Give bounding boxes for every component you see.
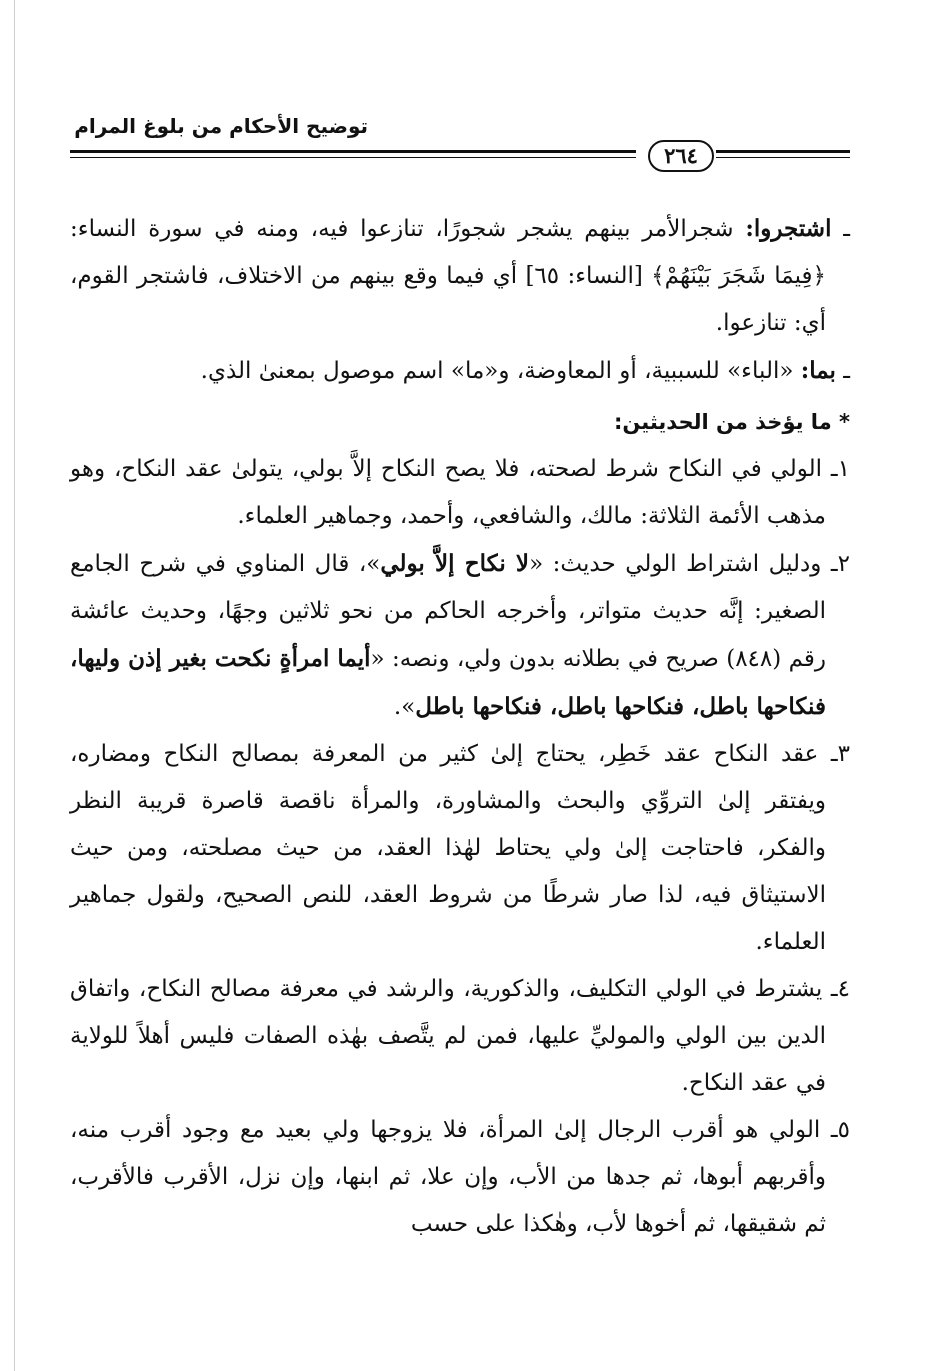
- list-item: [70, 731, 850, 966]
- running-title: توضيح الأحكام من بلوغ المرام: [74, 114, 368, 138]
- item-text: الولي هو أقرب الرجال إلىٰ المرأة، فلا يزوجها ولي بعيد مع وجود أقرب منه، وأقربهم أبوها، ثم جدها من الأب، وإن علا، ثم ابنها، وإن نزل، الأقرب فالأقرب، ثم شقيقها، ثم أخوها لأب، وهٰكذا على حسب: [70, 1117, 831, 1237]
- vocab-entry-bima: ـ بما: «الباء» للسببية، أو المعاوضة، و«ما» اسم موصول بمعنىٰ الذي.: [200, 357, 850, 384]
- item-number: ١ـ: [830, 456, 850, 482]
- list-item: [70, 446, 850, 540]
- vocab-term: بما:: [800, 357, 836, 384]
- list-item: [70, 1107, 850, 1248]
- item-text: ».: [393, 694, 416, 720]
- section-heading: * ما يؤخذ من الحديثين:: [613, 410, 850, 434]
- item-text: عقد النكاح عقد خَطِر، يحتاج إلىٰ كثير من المعرفة بمصالح النكاح ومضاره، ويفتقر إلىٰ التروِّي والبحث والمشاورة، والمرأة ناقصة قاصرة قريبة النظر والفكر، فاحتاجت إلىٰ ولي يحتاط لهٰذا العقد، من حيث مصلحته، ومن حيث الاستيثاق فيه، لذا صار شرطًا من شروط العقد، للنص الصحيح، ولقول جماهير العلماء.: [70, 741, 831, 955]
- vocab-text: [النساء: ٦٥] أي فيما وقع بينهم من الاختلاف، فاشتجر القوم، أي: تنازعوا.: [70, 263, 826, 336]
- item-text: »، قال المناوي في شرح الجامع الصغير: إنَّه حديث متواتر، وأخرجه الحاكم من نحو ثلاثين وجهًا، وحديث عائشة رقم (٨٤٨) صريح في بطلانه بدون ولي، ونصه: «: [70, 551, 826, 672]
- item-number: ٣ـ: [830, 741, 850, 767]
- hadith-text: أيما امرأةٍ نكحت بغير إذن وليها، فنكاحها باطل، فنكاحها باطل، فنكاحها باطل: [70, 645, 826, 720]
- item-number: ٥ـ: [830, 1117, 850, 1143]
- list-item: [70, 540, 850, 731]
- item-number: ٤ـ: [830, 976, 850, 1002]
- item-text: الولي في النكاح شرط لصحته، فلا يصح النكاح إلاَّ بولي، يتولىٰ عقد النكاح، وهو مذهب الأئمة الثلاثة: مالك، والشافعي، وأحمد، وجماهير العلماء.: [70, 456, 831, 529]
- item-number: ٢ـ: [830, 551, 850, 577]
- scan-edge-line: [14, 0, 15, 1371]
- header-rule-left: [70, 150, 636, 158]
- vocab-text: «الباء» للسببية، أو المعاوضة، و«ما» اسم موصول بمعنىٰ الذي.: [200, 358, 801, 384]
- vocab-text: شجرالأمر بينهم يشجر شجورًا، تنازعوا فيه، ومنه في سورة النساء:: [70, 216, 746, 242]
- header-rule-right: [716, 150, 850, 158]
- quran-quote: ﴿فِيمَا شَجَرَ بَيْنَهُمْ﴾: [651, 263, 826, 289]
- hadith-text: لا نكاح إلاَّ بولي: [380, 550, 530, 577]
- page-number: ٢٦٤: [648, 140, 714, 172]
- item-text: يشترط في الولي التكليف، والذكورية، والرشد في معرفة مصالح النكاح، واتفاق الدين بين الولي والموليِّ عليها، فمن لم يتَّصف بهٰذه الصفات فليس أهلاً للولاية في عقد النكاح.: [70, 976, 831, 1096]
- vocab-term: اشتجروا:: [745, 215, 832, 242]
- list-item: [70, 966, 850, 1107]
- page-header: [70, 114, 850, 194]
- item-text: ودليل اشتراط الولي حديث: «: [529, 551, 831, 577]
- vocab-entry-ishtajaru: ـ اشتجروا: شجرالأمر بينهم يشجر شجورًا، تنازعوا فيه، ومنه في سورة النساء: ﴿فِيمَا شَجَرَ بَيْنَهُمْ﴾ [النساء: ٦٥] أي فيما وقع بينهم من الاختلاف، فاشتجر القوم، أي: تنازعوا.: [70, 215, 850, 336]
- page-body: [70, 205, 850, 1248]
